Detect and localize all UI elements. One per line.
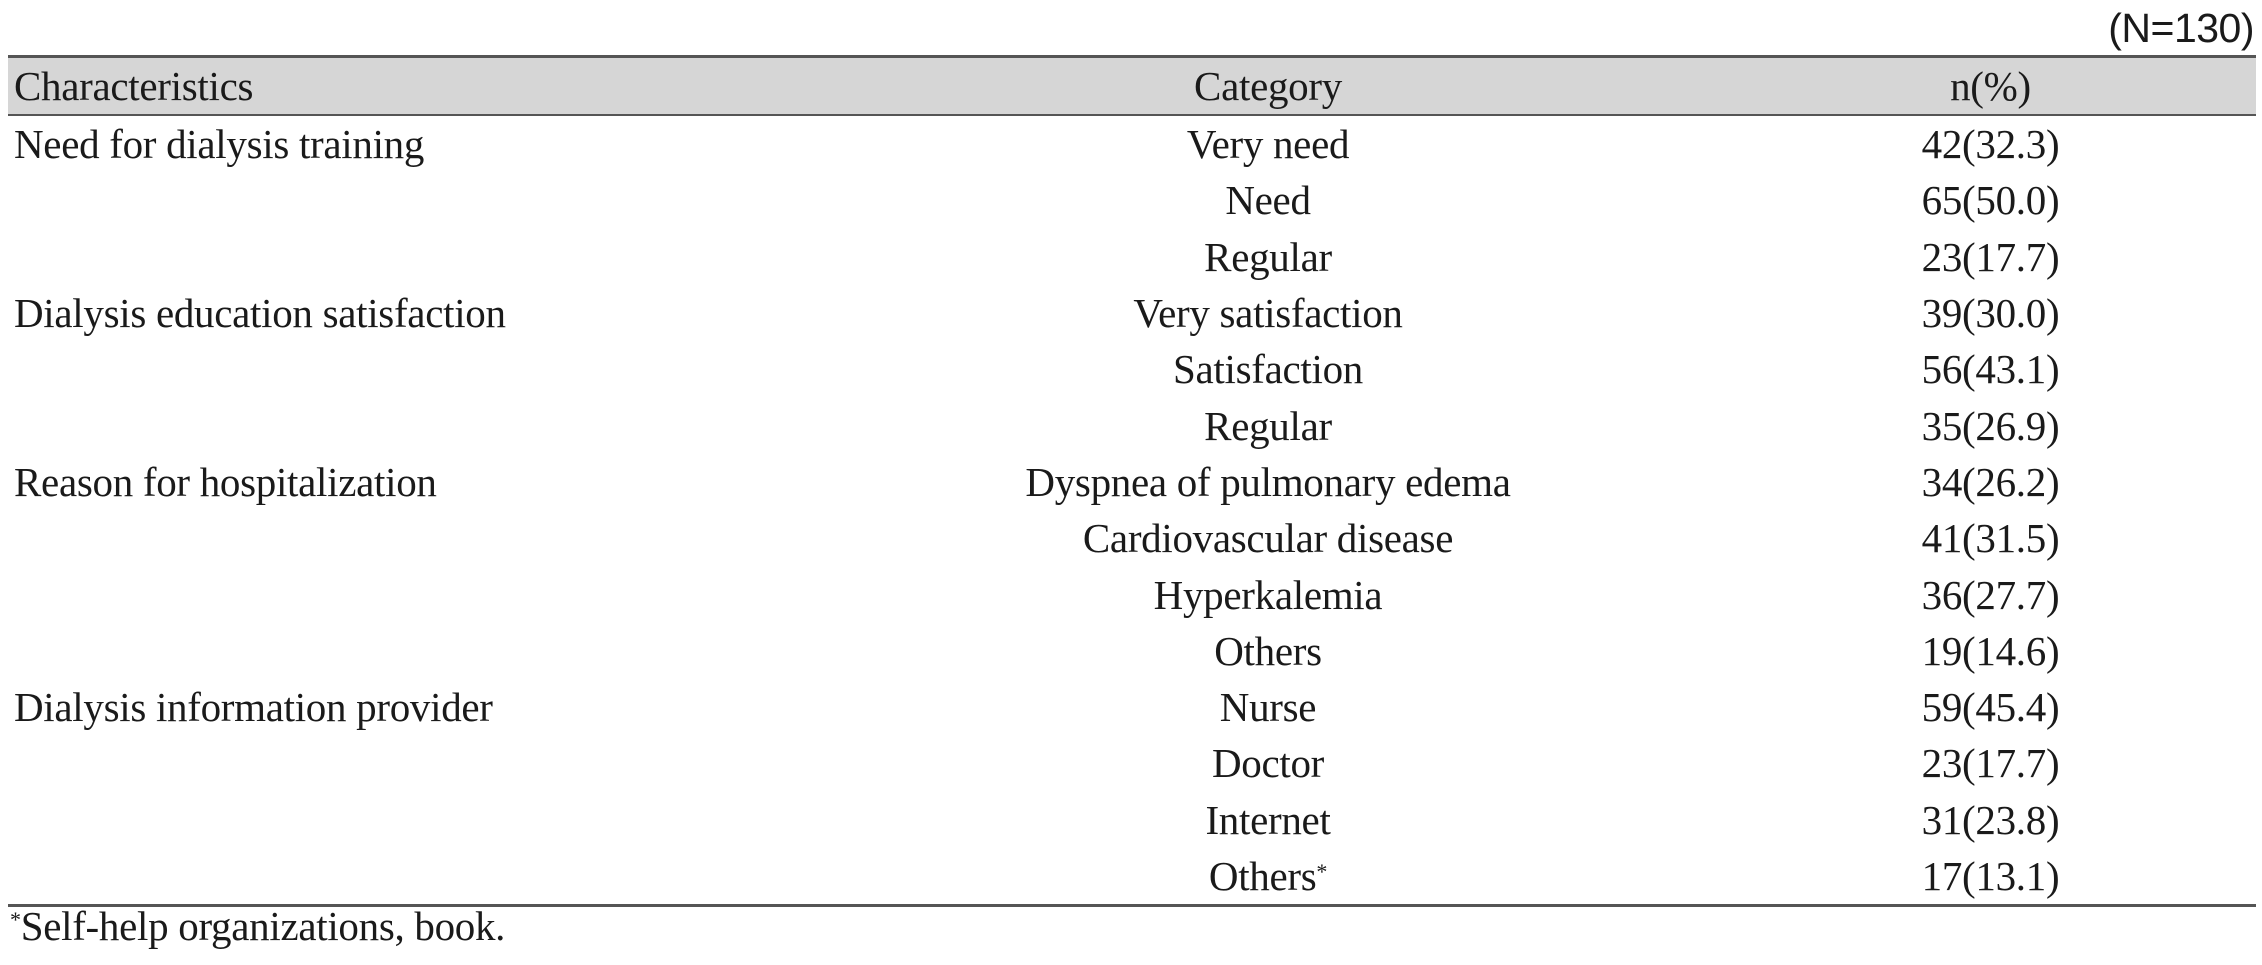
table-row [8, 397, 2256, 453]
table-header [8, 58, 2256, 116]
row-category-text: Regular [1204, 233, 1332, 280]
row-characteristic: Need for dialysis training [14, 121, 425, 168]
table-row [8, 341, 2256, 397]
footnote-mark: * [10, 907, 21, 932]
row-n-percent: 17(13.1) [1921, 853, 2060, 899]
table-body [8, 116, 2256, 904]
row-n-percent: 23(17.7) [1921, 233, 2060, 280]
row-characteristic: Dialysis information provider [14, 684, 493, 731]
table-row [8, 229, 2256, 285]
row-category [788, 623, 1748, 679]
row-category [788, 285, 1748, 341]
row-n-percent: 19(14.6) [1921, 627, 2060, 674]
table-row [8, 735, 2256, 791]
row-category [788, 792, 1748, 848]
row-category-text: Satisfaction [1173, 346, 1363, 393]
row-characteristic: Dialysis education satisfaction [14, 290, 506, 337]
row-category [788, 735, 1748, 791]
row-category [788, 679, 1748, 735]
row-n-percent: 36(27.7) [1921, 571, 2060, 618]
header-n-percent: n(%) [1950, 63, 2031, 109]
row-category [788, 848, 1748, 904]
table-row [8, 510, 2256, 566]
table-footnote [10, 898, 505, 954]
row-n-percent: 23(17.7) [1921, 740, 2060, 787]
row-category-text: Need [1225, 177, 1311, 224]
row-category-text: Regular [1204, 402, 1332, 449]
row-n-percent: 35(26.9) [1921, 402, 2060, 449]
row-category-text: Cardiovascular disease [1082, 515, 1454, 562]
table-row [8, 623, 2256, 679]
footnote-text: Self-help organizations, book. [20, 903, 506, 949]
row-category [788, 398, 1748, 454]
row-category [788, 172, 1748, 228]
table-row [8, 566, 2256, 622]
row-category-text: Doctor [1211, 740, 1325, 787]
row-category [788, 341, 1748, 397]
row-category-text: Nurse [1219, 684, 1317, 731]
row-category-text: Others [1214, 627, 1322, 674]
header-characteristics: Characteristics [14, 63, 254, 109]
row-n-percent: 34(26.2) [1921, 458, 2060, 505]
row-n-percent: 41(31.5) [1921, 515, 2060, 562]
table-row [8, 848, 2256, 904]
row-n-percent: 31(23.8) [1921, 796, 2060, 843]
table-row [8, 172, 2256, 228]
row-characteristic: Reason for hospitalization [14, 458, 437, 505]
footnote-reference-mark: * [1316, 859, 1328, 884]
row-n-percent: 42(32.3) [1921, 121, 2060, 168]
row-category [788, 567, 1748, 623]
row-category-text: Very need [1186, 121, 1350, 168]
row-category [788, 116, 1748, 172]
row-category-text: Others [1208, 853, 1317, 899]
row-category-text: Hyperkalemia [1153, 571, 1383, 618]
table-row [8, 285, 2256, 341]
row-n-percent: 65(50.0) [1921, 177, 2060, 224]
row-category [788, 454, 1748, 510]
row-category [788, 229, 1748, 285]
characteristics-table [8, 55, 2256, 907]
table-row [8, 792, 2256, 848]
row-n-percent: 59(45.4) [1921, 684, 2060, 731]
row-n-percent: 56(43.1) [1921, 346, 2060, 393]
header-category: Category [1194, 63, 1342, 109]
row-category-text: Internet [1205, 796, 1331, 843]
row-category-text: Very satisfaction [1133, 290, 1403, 337]
sample-size-label: (N=130) [2108, 5, 2254, 51]
row-n-percent: 39(30.0) [1921, 290, 2060, 337]
row-category [788, 510, 1748, 566]
table-row [8, 454, 2256, 510]
row-category-text: Dyspnea of pulmonary edema [1025, 458, 1511, 505]
table-row [8, 116, 2256, 172]
table-row [8, 679, 2256, 735]
